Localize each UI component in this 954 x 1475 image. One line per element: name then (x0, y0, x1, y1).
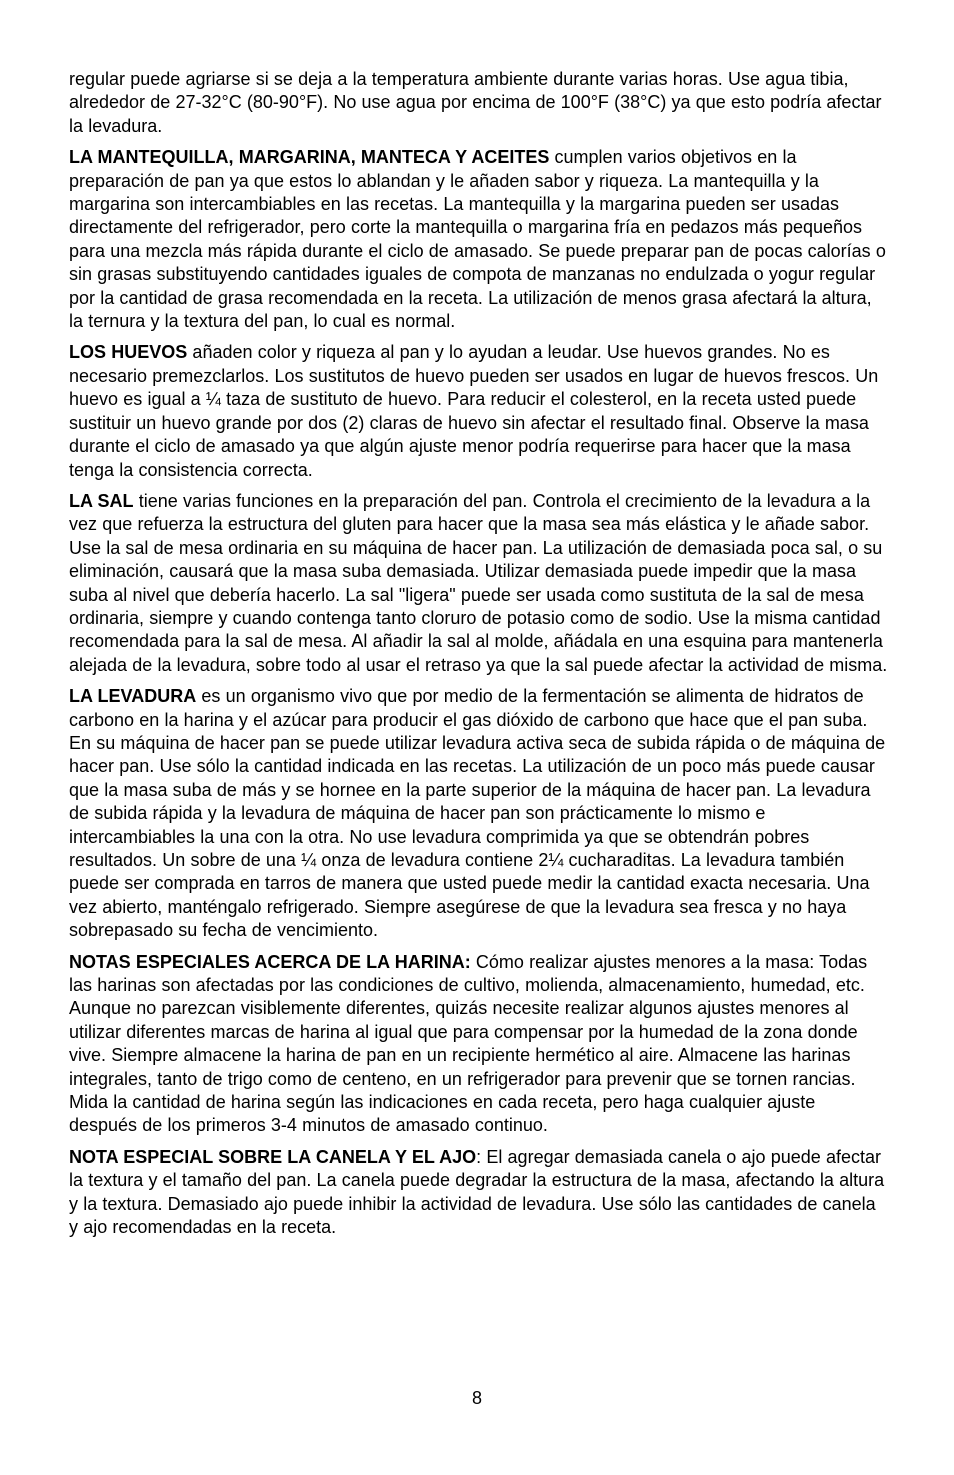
paragraph-butter-heading: LA MANTEQUILLA, MARGARINA, MANTECA Y ACEITES (69, 147, 550, 168)
paragraph-yeast (69, 685, 888, 942)
paragraph-salt-text: tiene varias funciones en la preparación del pan. Controla el crecimiento de la levadura a la vez que refuerza la estructura del gluten para hacer que la masa sea más elástica y le añade sabor. Use la sal de mesa ordinaria en su máquina de hacer pan. La utilización de demasiada poca sal, o su eliminación, causará que la masa suba demasiada. Utilizar demasiada puede impedir que la masa suba al nivel que debería hacerlo. La sal "ligera" puede ser usada como sustituta de la sal de mesa ordinaria, siempre y cuando contenga tanto cloruro de potasio como de sodio. Use la misma cantidad recomendada para la sal de mesa. Al añadir la sal al molde, añádala en una esquina para mantenerla alejada de la levadura, sobre todo al usar el retraso ya que la sal puede afectar la actividad de misma. (69, 490, 888, 675)
paragraph-butter (69, 146, 888, 333)
paragraph-cinnamon-garlic (69, 1146, 888, 1240)
page-number: 8 (471, 1388, 482, 1408)
paragraph-eggs-text: añaden color y riqueza al pan y lo ayudan a leudar. Use huevos grandes. No es necesario premezclarlos. Los sustitutos de huevo pueden ser usados en lugar de huevos frescos. Un huevo es igual a ¼ taza de sustituto de huevo. Para reducir el colesterol, en la receta usted puede sustituir un huevo grande por dos (2) claras de huevo sin afectar el resultado final. Observe la masa durante el ciclo de amasado ya que algún ajuste menor podría requerirse para hacer que la masa tenga la consistencia correcta. (69, 342, 879, 480)
paragraph-eggs-heading: LOS HUEVOS (69, 342, 188, 363)
paragraph-yeast-heading: LA LEVADURA (69, 686, 197, 707)
paragraph-cinnamon-garlic-text: : El agregar demasiada canela o ajo puede afectar la textura y el tamaño del pan. La canela puede degradar la estructura de la masa, afectando la altura y la textura. Demasiado ajo puede inhibir la actividad de levadura. Use sólo las cantidades de canela y ajo recomendadas en la receta. (69, 1146, 885, 1238)
paragraph-eggs (69, 341, 888, 481)
paragraph-butter-text: cumplen varios objetivos en la preparación de pan ya que estos lo ablandan y le añaden sabor y riqueza. La mantequilla y la margarina son intercambiables en las recetas. La mantequilla y la margarina pueden ser usadas directamente del refrigerador, pero corte la mantequilla o margarina fría en pedazos más pequeños para una mezcla más rápida durante el ciclo de amasado. Se puede preparar pan de pocas calorías o sin grasas substituyendo cantidades iguales de compota de manzanas no endulzada o yogur regular por la cantidad de grasa recomendada en la receta. La utilización de menos grasa afectará la altura, la ternura y la textura del pan, lo cual es normal. (69, 147, 886, 332)
paragraph-water-text: regular puede agriarse si se deja a la temperatura ambiente durante varias horas. Use agua tibia, alrededor de 27-32°C (80-90°F). No use agua por encima de 100°F (38°C) ya que esto podría afectar la levadura. (69, 69, 882, 136)
paragraph-flour-text: Cómo realizar ajustes menores a la masa: Todas las harinas son afectadas por las condiciones de cultivo, molienda, almacenamiento, humedad, etc. Aunque no parezcan visiblemente diferentes, quizás necesite realizar algunos ajustes menores al utilizar diferentes marcas de harina al igual que para compensar por la humedad de la zona donde vive. Siempre almacene la harina de pan en un recipiente hermético al aire. Almacene las harinas integrales, tanto de trigo como de centeno, en un refrigerador para prevenir que se tornen rancias. Mida la cantidad de harina según las indicaciones en cada receta, pero haga cualquier ajuste después de los primeros 3-4 minutos de amasado continuo. (69, 951, 868, 1136)
paragraph-cinnamon-garlic-heading: NOTA ESPECIAL SOBRE LA CANELA Y EL AJO (69, 1146, 477, 1167)
paragraph-flour-heading: NOTAS ESPECIALES ACERCA DE LA HARINA: (69, 951, 471, 972)
paragraph-salt (69, 490, 888, 677)
paragraph-salt-heading: LA SAL (69, 490, 134, 511)
paragraph-flour (69, 951, 888, 1138)
paragraph-yeast-text: es un organismo vivo que por medio de la fermentación se alimenta de hidratos de carbono en la harina y el azúcar para producir el gas dióxido de carbono que hace que el pan suba. En su máquina de hacer pan se puede utilizar levadura activa seca de subida rápida o de máquina de hacer pan. Use sólo la cantidad indicada en las recetas. La utilización de un poco más puede causar que la masa suba de más y se hornee en la parte superior de la máquina de hacer pan. La levadura de subida rápida y la levadura de máquina de hacer pan son prácticamente lo mismo e intercambiables la una con la otra. No use levadura comprimida ya que se obtendrán pobres resultados. Un sobre de una ¼ onza de levadura contiene 2¼ cucharaditas. La levadura también puede ser comprada en tarros de manera que usted puede medir la cantidad exacta necesaria. Una vez abierto, manténgalo refrigerado. Siempre asegúrese de que la levadura sea fresca y no haya sobrepasado su fecha de vencimiento. (69, 686, 886, 941)
paragraph-water (69, 68, 888, 138)
